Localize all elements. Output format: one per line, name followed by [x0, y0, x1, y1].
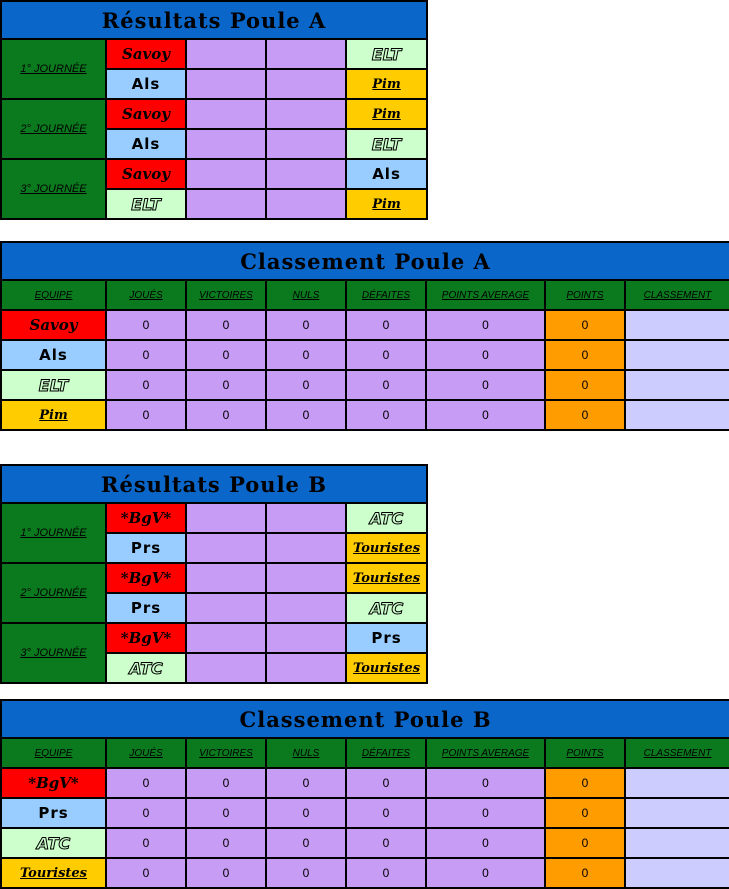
draws-value: 0 [266, 370, 346, 400]
column-header-victoires: VICTOIRES [186, 280, 266, 310]
home-score-cell[interactable] [186, 69, 266, 99]
home-team: Savoy [106, 39, 186, 69]
rank-value [625, 310, 729, 340]
away-team: Als [346, 159, 427, 189]
standings-title: Classement Poule A [1, 242, 729, 280]
points-average-value: 0 [426, 828, 545, 858]
column-header-points: POINTS [545, 738, 625, 768]
rank-value [625, 828, 729, 858]
away-team: Pim [346, 69, 427, 99]
column-header-points-average: POINTS AVERAGE [426, 738, 545, 768]
results-table-poule-b [0, 464, 428, 684]
played-value: 0 [106, 340, 186, 370]
standings-title: Classement Poule B [1, 700, 729, 738]
points-average-value: 0 [426, 310, 545, 340]
points-value: 0 [545, 310, 625, 340]
draws-value: 0 [266, 798, 346, 828]
away-team: Prs [346, 623, 427, 653]
played-value: 0 [106, 768, 186, 798]
team-name: ATC [1, 828, 106, 858]
column-header-defaites: DÉFAITES [346, 738, 426, 768]
results-title: Résultats Poule A [1, 1, 427, 39]
column-header-joues: JOUÉS [106, 738, 186, 768]
away-score-cell[interactable] [266, 653, 346, 683]
away-team: ATC [346, 503, 427, 533]
home-team: Savoy [106, 159, 186, 189]
points-value: 0 [545, 400, 625, 430]
wins-value: 0 [186, 310, 266, 340]
team-name: ELT [1, 370, 106, 400]
wins-value: 0 [186, 798, 266, 828]
column-header-joues: JOUÉS [106, 280, 186, 310]
home-team: Prs [106, 593, 186, 623]
away-team: Pim [346, 99, 427, 129]
home-score-cell[interactable] [186, 623, 266, 653]
losses-value: 0 [346, 768, 426, 798]
team-name: Touristes [1, 858, 106, 888]
wins-value: 0 [186, 370, 266, 400]
team-name: Pim [1, 400, 106, 430]
matchday-label: 2° JOURNÉE [1, 99, 106, 159]
matchday-label: 3° JOURNÉE [1, 623, 106, 683]
column-header-defaites: DÉFAITES [346, 280, 426, 310]
column-header-nuls: NULS [266, 738, 346, 768]
matchday-label: 1° JOURNÉE [1, 39, 106, 99]
home-team: *BgV* [106, 623, 186, 653]
points-value: 0 [545, 798, 625, 828]
team-name: *BgV* [1, 768, 106, 798]
column-header-classement: CLASSEMENT [625, 738, 729, 768]
results-title: Résultats Poule B [1, 465, 427, 503]
away-team: Touristes [346, 533, 427, 563]
home-score-cell[interactable] [186, 593, 266, 623]
home-team: Als [106, 69, 186, 99]
away-team: ATC [346, 593, 427, 623]
home-team: *BgV* [106, 503, 186, 533]
matchday-label: 3° JOURNÉE [1, 159, 106, 219]
away-score-cell[interactable] [266, 593, 346, 623]
points-average-value: 0 [426, 798, 545, 828]
points-average-value: 0 [426, 400, 545, 430]
away-score-cell[interactable] [266, 69, 346, 99]
draws-value: 0 [266, 858, 346, 888]
losses-value: 0 [346, 798, 426, 828]
points-value: 0 [545, 828, 625, 858]
column-header-equipe: EQUIPE [1, 280, 106, 310]
away-score-cell[interactable] [266, 533, 346, 563]
home-score-cell[interactable] [186, 563, 266, 593]
column-header-points: POINTS [545, 280, 625, 310]
played-value: 0 [106, 858, 186, 888]
team-name: Prs [1, 798, 106, 828]
standings-table-poule-a [0, 241, 729, 431]
matchday-label: 1° JOURNÉE [1, 503, 106, 563]
away-team: Touristes [346, 563, 427, 593]
points-average-value: 0 [426, 768, 545, 798]
draws-value: 0 [266, 310, 346, 340]
draws-value: 0 [266, 400, 346, 430]
draws-value: 0 [266, 768, 346, 798]
losses-value: 0 [346, 400, 426, 430]
home-team: ATC [106, 653, 186, 683]
away-score-cell[interactable] [266, 159, 346, 189]
wins-value: 0 [186, 828, 266, 858]
away-score-cell[interactable] [266, 99, 346, 129]
results-table-poule-a [0, 0, 428, 220]
wins-value: 0 [186, 768, 266, 798]
losses-value: 0 [346, 858, 426, 888]
rank-value [625, 400, 729, 430]
home-score-cell[interactable] [186, 653, 266, 683]
losses-value: 0 [346, 310, 426, 340]
points-average-value: 0 [426, 858, 545, 888]
column-header-classement: CLASSEMENT [625, 280, 729, 310]
away-team: Touristes [346, 653, 427, 683]
points-average-value: 0 [426, 370, 545, 400]
points-value: 0 [545, 370, 625, 400]
losses-value: 0 [346, 340, 426, 370]
team-name: Als [1, 340, 106, 370]
rank-value [625, 768, 729, 798]
home-team: Als [106, 129, 186, 159]
home-score-cell[interactable] [186, 129, 266, 159]
home-score-cell[interactable] [186, 159, 266, 189]
away-score-cell[interactable] [266, 503, 346, 533]
away-team: ELT [346, 39, 427, 69]
home-score-cell[interactable] [186, 39, 266, 69]
points-value: 0 [545, 768, 625, 798]
away-score-cell[interactable] [266, 129, 346, 159]
home-score-cell[interactable] [186, 189, 266, 219]
wins-value: 0 [186, 340, 266, 370]
points-average-value: 0 [426, 340, 545, 370]
played-value: 0 [106, 798, 186, 828]
away-team: Pim [346, 189, 427, 219]
home-score-cell[interactable] [186, 503, 266, 533]
away-score-cell[interactable] [266, 189, 346, 219]
losses-value: 0 [346, 370, 426, 400]
wins-value: 0 [186, 400, 266, 430]
points-value: 0 [545, 858, 625, 888]
column-header-victoires: VICTOIRES [186, 738, 266, 768]
column-header-equipe: EQUIPE [1, 738, 106, 768]
away-team: ELT [346, 129, 427, 159]
home-team: Prs [106, 533, 186, 563]
home-score-cell[interactable] [186, 99, 266, 129]
rank-value [625, 370, 729, 400]
column-header-points-average: POINTS AVERAGE [426, 280, 545, 310]
losses-value: 0 [346, 828, 426, 858]
played-value: 0 [106, 310, 186, 340]
wins-value: 0 [186, 858, 266, 888]
rank-value [625, 340, 729, 370]
home-team: ELT [106, 189, 186, 219]
rank-value [625, 858, 729, 888]
draws-value: 0 [266, 828, 346, 858]
played-value: 0 [106, 828, 186, 858]
team-name: Savoy [1, 310, 106, 340]
played-value: 0 [106, 370, 186, 400]
away-score-cell[interactable] [266, 39, 346, 69]
standings-table-poule-b [0, 699, 729, 889]
draws-value: 0 [266, 340, 346, 370]
home-team: Savoy [106, 99, 186, 129]
away-score-cell[interactable] [266, 623, 346, 653]
column-header-nuls: NULS [266, 280, 346, 310]
home-team: *BgV* [106, 563, 186, 593]
played-value: 0 [106, 400, 186, 430]
away-score-cell[interactable] [266, 563, 346, 593]
home-score-cell[interactable] [186, 533, 266, 563]
points-value: 0 [545, 340, 625, 370]
rank-value [625, 798, 729, 828]
matchday-label: 2° JOURNÉE [1, 563, 106, 623]
